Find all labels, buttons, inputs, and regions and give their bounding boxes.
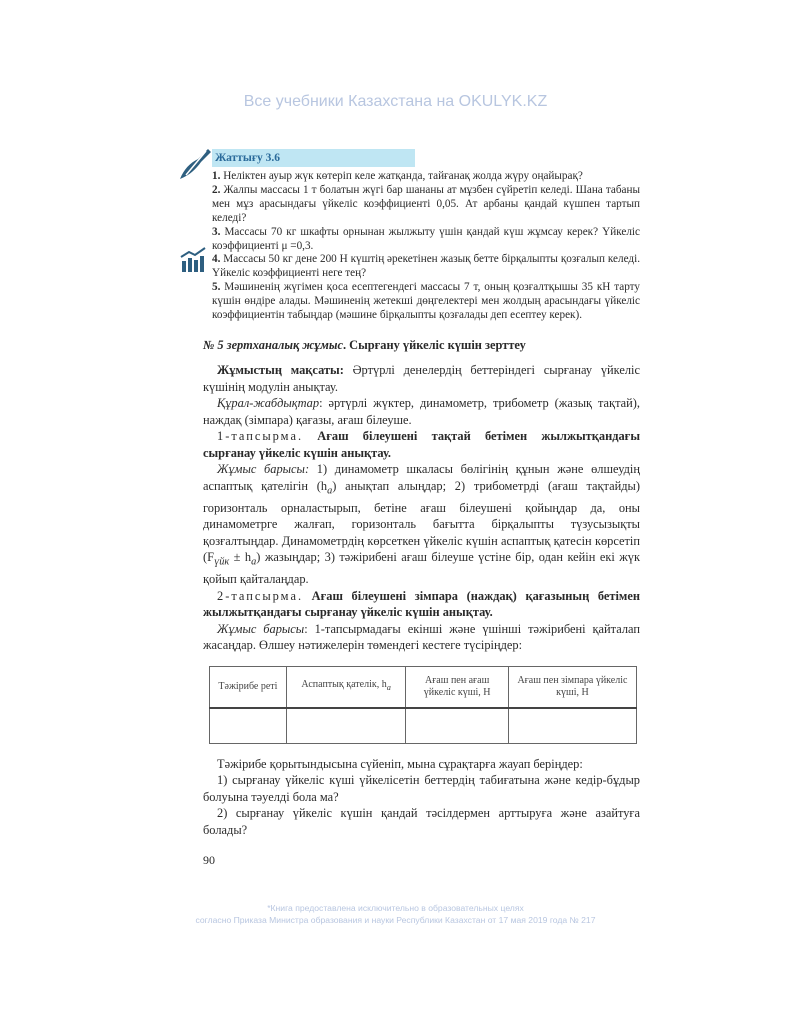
exercise-title: Жаттығу 3.6 [212,149,415,167]
task-2: 2-тапсырма. Ағаш білеушені зімпара (наждақ) қағазының бетімен жылжытқандағы сырғанау үйкеліс күшін анықтау. [203,588,640,620]
procedure-1: Жұмыс барысы: 1) динамометр шкаласы бөлігінің құнын және өлшеудің аспаптық қателігін $(h_a)$ анықтап алыңдар; 2) трибометрді (ағаш тақтайды) горизонталь орналастырып, бетіне ағаш білеушені қойыңдар да, оны динамометрге жалғап, горизонталь бағытта бірқалыпты түзусызықты қозғалтыңдар. Динамометрдің көрсеткен үйкеліс күшін аспаптық қатесін көрсетіп $(F_{үйк} \pm h_a)$ жазыңдар; 3) тәжірибені ағаш білеуше үстіне бір, одан кейін екі жүк қойып қайталаңдар. [203,462,640,587]
exercise-question: 3. Массасы 70 кг шкафты орнынан жылжыту үшін қандай күш жұмсау керек? Үйкеліс коэффициенті μ =0,3. [212,225,640,252]
footer-note: *Книга предоставлена исключительно в образовательных целях согласно Приказа Министра образования и науки Республики Казахстан от 17 мая 2019 года № 217 [195,903,596,925]
page-number: 90 [203,853,215,868]
conclusion: Тәжірибе қорытындысына сүйеніп, мына сұрақтарға жауап беріңдер: [217,756,583,771]
pen-writing-icon [178,145,214,181]
lab-title: № 5 зертханалық жұмыс. Сырғану үйкеліс күшін зерттеу [203,337,526,352]
page-content [203,149,640,868]
exercise-block [212,149,640,323]
procedure-2: Жұмыс барысы: 1-тапсырмадағы екінші және үшінші тәжірибені қайталап жасаңдар. Өлшеу нәтижелерін төмендегі кестеге түсіріңдер: [203,621,640,653]
exercise-question: 1. Неліктен ауыр жүк көтеріп келе жатқанда, тайғанақ жолда жүру оңайырақ? [212,170,583,182]
task-1: 1-тапсырма. Ағаш білеушені тақтай бетімен жылжытқандағы сырғанау үйкеліс күшін анықтау. [203,429,640,460]
goal: Жұмыстың мақсаты: Әртүрлі денелердің беттеріндегі сырғанау үйкеліс күшінің модулін анықтау. [203,363,640,394]
question-1: 1) сырғанау үйкеліс күші үйкелісетін беттердің табиғатына және кедір-бұдыр болуына тәуелді бола ма? [203,773,640,804]
lab-work [203,337,640,838]
growth-chart-icon [180,247,208,273]
table-row [210,708,637,744]
exercise-question: 2. Жалпы массасы 1 т болатын жүгі бар шананы ат мұзбен сүйретіп келеді. Шана табаны мен мұз арасындағы үйкеліс коэффициенті 0,05. Ат арбаны қандай күшпен тартып келеді? [212,183,640,224]
exercise-question: 5. Мәшиненің жүгімен қоса есептегендегі массасы 7 т, оның қозғалтқышы 35 кН тарту күшін өндіре алады. Мәшиненің жетекші дөңгелектері мен жолдың арасындағы үйкеліс коэффициентін табыңдар (мәшине бірқалыпты қозғалады деп есептеу керек). [212,281,640,322]
equipment: Құрал-жабдықтар: әртүрлі жүктер, динамометр, трибометр (жазық тақтай), наждақ (зімпара) қағазы, ағаш білеуше. [203,396,640,427]
exercise-question: 4. Массасы 50 кг дене 200 Н күштің әрекетінен жазық бетте бірқалыпты қозғалып келеді. Үйкеліс коэффициенті неге тең? [212,253,640,280]
watermark: Все учебники Казахстана на OKULYK.KZ [243,93,548,110]
question-2: 2) сырғанау үйкеліс күшін қандай тәсілдермен арттыруға және азайтуға болады? [203,806,640,837]
results-table: Тәжірибе реті Аспаптық қателік, $h_a$ Ағаш пен ағаш үйкеліс күші, Н Ағаш пен зімпара үйкеліс күші, Н [209,666,637,744]
